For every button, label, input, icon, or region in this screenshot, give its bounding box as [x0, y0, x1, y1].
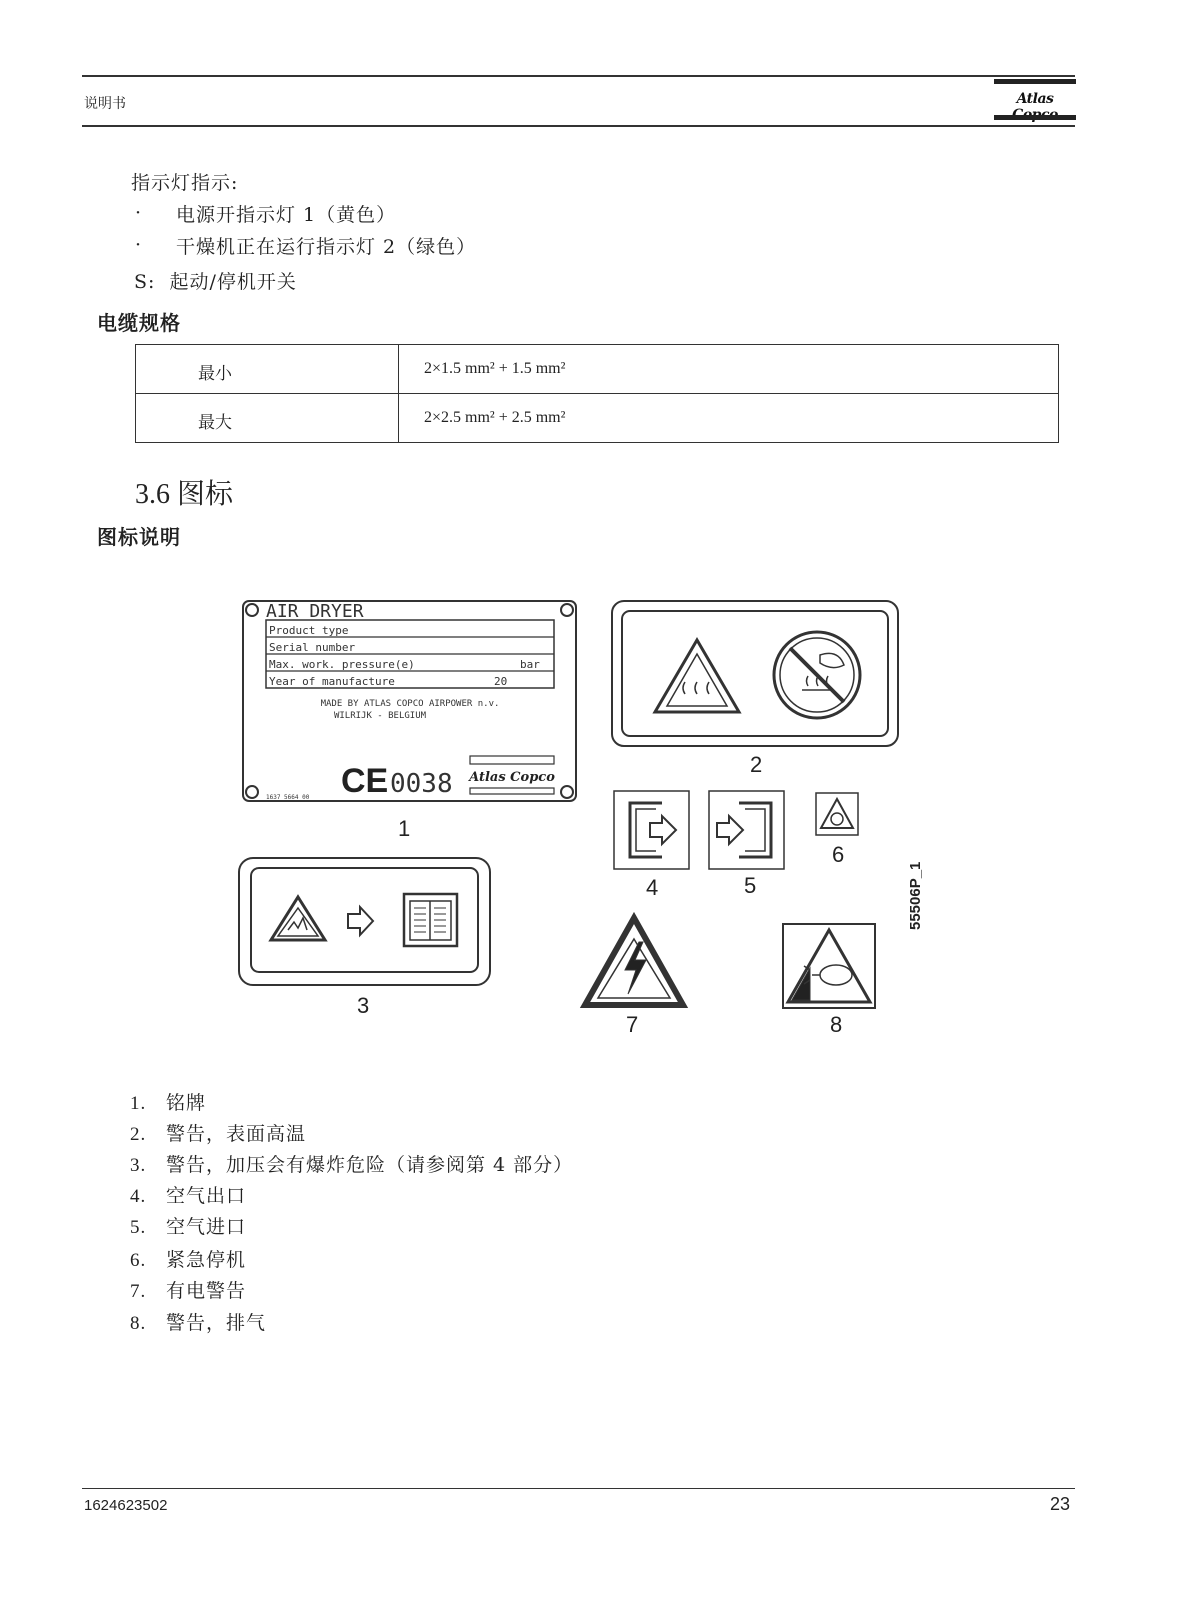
plate-field: Year of manufacture: [269, 675, 395, 688]
cable-table: [135, 344, 1059, 443]
plate-part-number: 1637 5664 00: [266, 794, 310, 801]
hot-surface-warning-icon: [612, 601, 898, 746]
figure-number: 3: [357, 993, 370, 1018]
list-item: 7. 有电警告: [130, 1280, 247, 1302]
cable-value: 2×1.5 mm² + 1.5 mm²: [424, 360, 566, 377]
ce-number: 0038: [390, 769, 453, 799]
list-item: 2. 警告，表面高温: [130, 1123, 307, 1145]
cable-heading: 电缆规格: [97, 311, 181, 335]
list-item: 1. 铭牌: [130, 1092, 207, 1114]
figure-number: 4: [646, 875, 659, 900]
header-rule-top: [82, 75, 1075, 77]
emergency-stop-icon: [816, 793, 858, 835]
exhaust-warning-icon: [783, 924, 875, 1008]
atlas-copco-logo: [994, 79, 1076, 123]
indicator-item-power: 电源开指示灯 1（黄色）: [176, 204, 397, 226]
page-number: 23: [1050, 1494, 1071, 1514]
plate-made-by: MADE BY ATLAS COPCO AIRPOWER n.v.: [320, 699, 500, 709]
figure-number: 1: [398, 816, 411, 841]
air-outlet-icon: [614, 791, 689, 869]
figure-code: 55506P_1: [907, 861, 924, 930]
logo-text: Atlas: [1016, 91, 1054, 107]
table-row: [136, 393, 1058, 442]
cable-value: 2×2.5 mm² + 2.5 mm²: [424, 409, 566, 426]
section-title: 3.6 图标: [135, 479, 234, 510]
list-item: 3. 警告，加压会有爆炸危险（请参阅第 4 部分）: [130, 1154, 574, 1176]
plate-location: WILRIJK - BELGIUM: [333, 711, 427, 721]
plate-field: Serial number: [269, 641, 356, 654]
figure-number: 7: [626, 1012, 639, 1037]
figure-number: 6: [832, 842, 845, 867]
footer-rule: [82, 1488, 1075, 1489]
plate-field: Product type: [269, 624, 349, 637]
plate-field: Max. work. pressure(e): [269, 658, 415, 671]
header-title: 说明书: [84, 96, 126, 112]
section-subtitle: 图标说明: [97, 525, 181, 549]
list-item: 4. 空气出口: [130, 1185, 247, 1207]
plate-year: 20: [494, 675, 508, 688]
figure-number: 8: [830, 1012, 843, 1037]
plate-title: AIR DRYER: [266, 601, 364, 622]
electricity-warning-icon: [585, 918, 683, 1005]
indicator-bullet: ·: [135, 234, 143, 256]
document-number: 1624623502: [84, 1497, 168, 1514]
list-item: 6. 紧急停机: [130, 1249, 247, 1271]
header-rule-bottom: [82, 125, 1075, 127]
ce-mark: CE: [341, 762, 389, 800]
table-row: [136, 345, 1058, 393]
indicator-bullet: ·: [135, 202, 143, 224]
cable-label: 最小: [198, 364, 232, 384]
figure-number: 5: [744, 873, 757, 898]
symbols-figure: [230, 590, 930, 1050]
list-item: 8. 警告，排气: [130, 1312, 267, 1334]
indicator-item-running: 干燥机正在运行指示灯 2（绿色）: [176, 236, 477, 258]
indicator-heading: 指示灯指示:: [131, 172, 239, 194]
cable-label: 最大: [198, 413, 232, 433]
explosion-warning-icon: [239, 858, 490, 985]
air-inlet-icon: [709, 791, 784, 869]
figure-number: 2: [750, 752, 763, 777]
plate-brand: Atlas Copco: [469, 770, 555, 785]
list-item: 5. 空气进口: [130, 1216, 247, 1238]
plate-unit: bar: [520, 658, 540, 671]
start-stop-switch: S: 起动/停机开关: [134, 271, 297, 293]
